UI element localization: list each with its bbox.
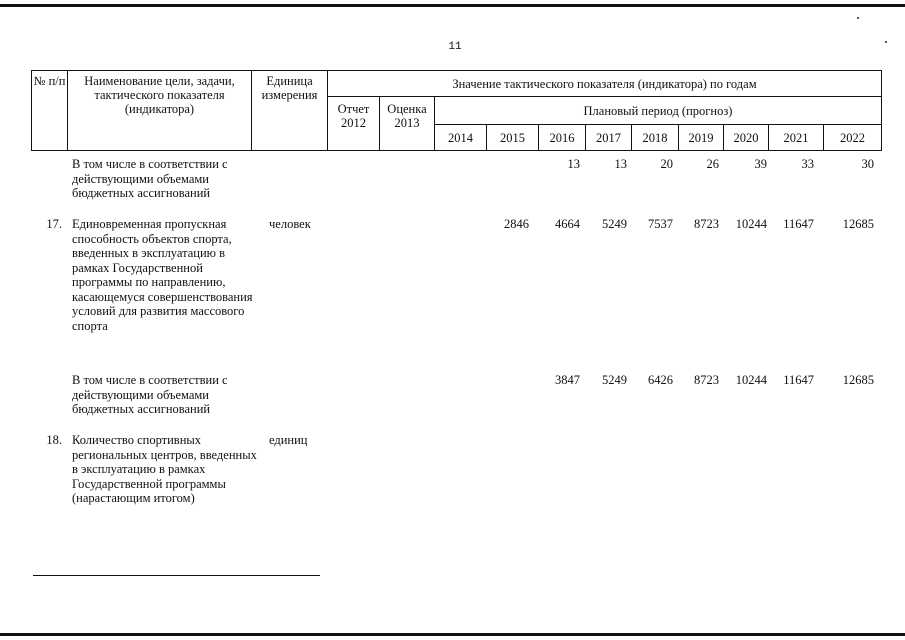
row-indicator-name: Количество спортивных региональных центров, введенных в эксплуатацию в рамках Государственной программы (нарастающим итогом) — [72, 433, 257, 505]
row-value: 2846 — [504, 217, 529, 231]
header-plan-period: Плановый период (прогноз) — [435, 97, 882, 125]
header-year: 2015 — [487, 125, 539, 151]
row-value: 8723 — [694, 217, 719, 231]
header-year: 2014 — [435, 125, 487, 151]
row-unit: человек — [269, 217, 311, 231]
page-top-border — [0, 4, 905, 7]
row-indicator-name: В том числе в соответствии с действующими объемами бюджетных ассигнований — [72, 373, 228, 416]
header-year: 2018 — [632, 125, 679, 151]
row-value: 5249 — [602, 373, 627, 387]
page-number: 11 — [448, 41, 462, 53]
header-estimate: Оценка 2013 — [380, 97, 435, 151]
row-value: 13 — [614, 157, 627, 171]
row-number: 18. — [46, 433, 62, 447]
row-value: 7537 — [648, 217, 673, 231]
row-indicator-name: В том числе в соответствии с действующими объемами бюджетных ассигнований — [72, 157, 228, 200]
row-value: 33 — [801, 157, 814, 171]
row-value: 11647 — [783, 217, 814, 231]
header-year: 2020 — [724, 125, 769, 151]
row-value: 4664 — [555, 217, 580, 231]
header-year: 2022 — [824, 125, 882, 151]
row-value: 12685 — [842, 217, 874, 231]
row-value: 5249 — [602, 217, 627, 231]
row-value: 26 — [706, 157, 719, 171]
scan-speck — [885, 41, 887, 43]
page-bottom-border — [0, 633, 905, 636]
row-value: 3847 — [555, 373, 580, 387]
row-value: 11647 — [783, 373, 814, 387]
header-year: 2019 — [679, 125, 724, 151]
row-value: 8723 — [694, 373, 719, 387]
indicator-table-header — [31, 70, 882, 151]
row-unit: единиц — [269, 433, 308, 447]
header-report: Отчет 2012 — [328, 97, 380, 151]
row-value: 6426 — [648, 373, 673, 387]
header-num: № п/п — [32, 71, 68, 151]
row-value: 12685 — [842, 373, 874, 387]
row-value: 20 — [660, 157, 673, 171]
header-year: 2017 — [586, 125, 632, 151]
header-name: Наименование цели, задачи, тактического показателя (индикатора) — [68, 71, 252, 151]
header-year: 2021 — [769, 125, 824, 151]
row-indicator-name: Единовременная пропускная способность объектов спорта, введенных в эксплуатацию в рамках Государственной программы по направлению, касающемуся совершенствования условий для развития массового спорта — [72, 217, 253, 333]
row-number: 17. — [46, 217, 62, 231]
scan-speck — [857, 17, 859, 19]
row-value: 13 — [567, 157, 580, 171]
header-value-group: Значение тактического показателя (индикатора) по годам — [328, 71, 882, 97]
footnote-separator — [33, 575, 320, 576]
row-value: 10244 — [735, 217, 767, 231]
row-value: 39 — [754, 157, 767, 171]
header-unit: Единица измерения — [252, 71, 328, 151]
header-year: 2016 — [539, 125, 586, 151]
row-value: 10244 — [735, 373, 767, 387]
row-value: 30 — [861, 157, 874, 171]
